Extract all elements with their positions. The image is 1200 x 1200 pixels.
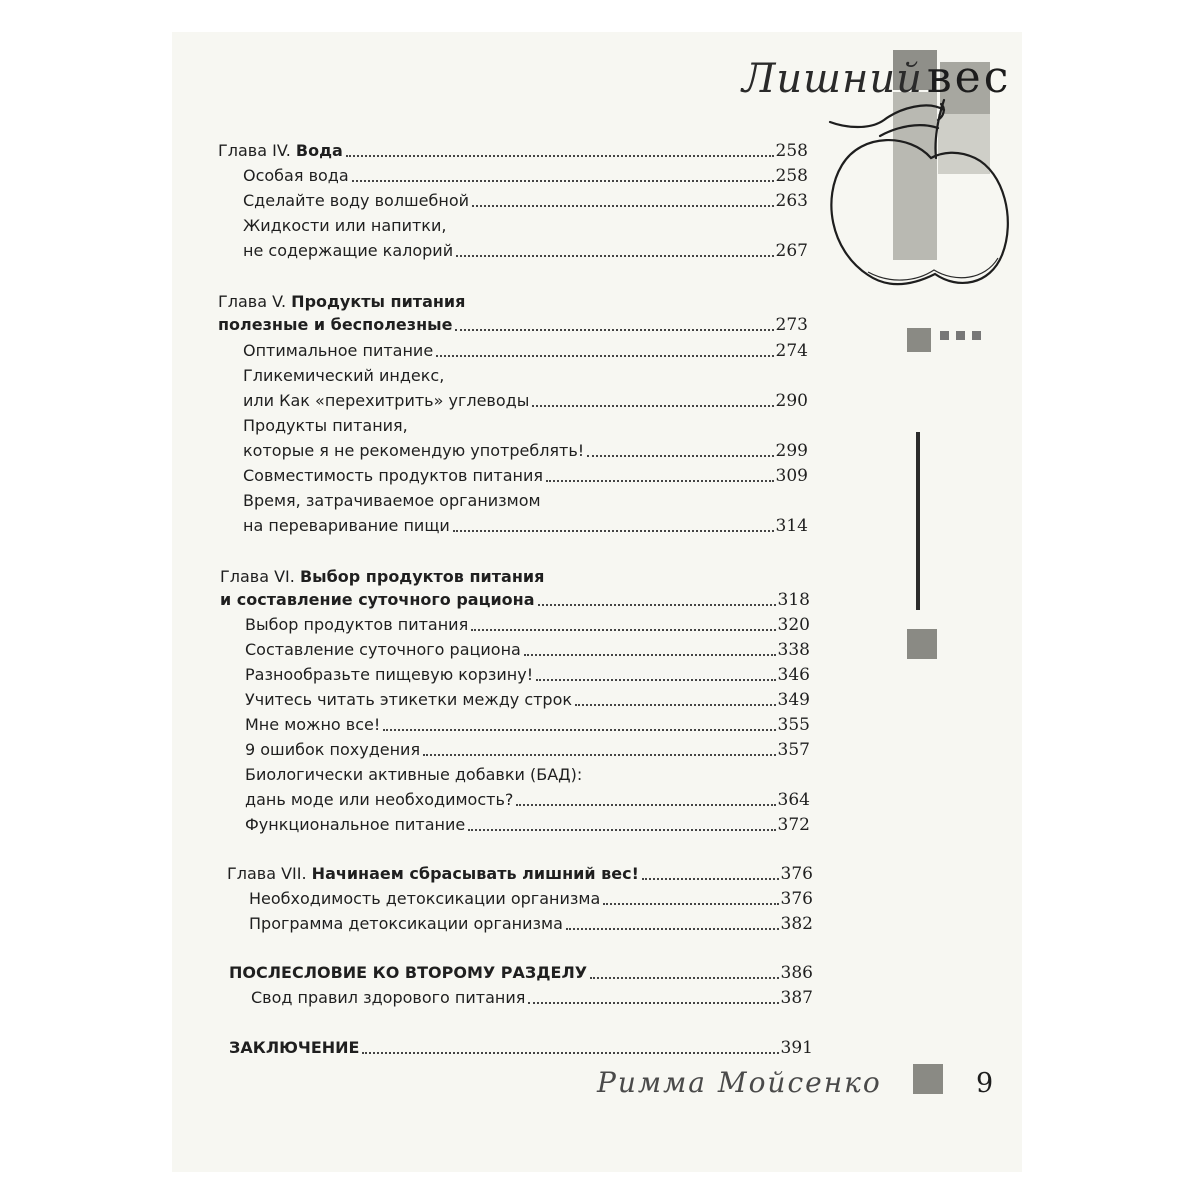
toc-leader-dots	[642, 878, 779, 880]
toc-leader-dots	[546, 480, 774, 482]
toc-chapter-prefix: Глава IV.	[218, 141, 296, 160]
toc-section-title: ПОСЛЕСЛОВИЕ КО ВТОРОМУ РАЗДЕЛУ	[229, 963, 588, 982]
author-name: Римма Мойсенко	[597, 1066, 882, 1099]
toc-leader-dots	[456, 255, 773, 257]
toc-entry	[243, 336, 808, 361]
toc-page-number: 376	[780, 864, 813, 884]
toc-chapter-title: Продукты питания	[291, 292, 466, 311]
toc-chapter-prefix: Глава VI.	[220, 567, 300, 586]
toc-chapter-prefix: Глава VII.	[227, 864, 312, 883]
toc-leader-dots	[423, 754, 775, 756]
toc-label: Свод правил здорового питания	[251, 988, 526, 1007]
toc-page-number: 273	[775, 315, 808, 335]
toc-label: Мне можно все!	[245, 715, 381, 734]
toc-label: Необходимость детоксикации организма	[249, 889, 601, 908]
toc-label: Особая вода	[243, 166, 349, 185]
toc-leader-dots	[472, 205, 774, 207]
toc-leader-dots	[575, 704, 776, 706]
toc-page-number: 290	[775, 391, 808, 411]
toc-leader-dots	[538, 604, 776, 606]
toc-page-number: 355	[777, 715, 810, 735]
toc-chapter-title: Начинаем сбрасывать лишний вес!	[311, 864, 639, 883]
page-number: 9	[976, 1068, 994, 1099]
toc-page-number: 318	[777, 590, 810, 610]
toc-label: 9 ошибок похудения	[245, 740, 421, 759]
toc-page-number: 274	[775, 341, 808, 361]
toc-page-number: 309	[775, 466, 808, 486]
toc-entry	[243, 411, 808, 436]
toc-page-number: 258	[775, 166, 808, 186]
toc-entry	[220, 562, 810, 587]
toc-leader-dots	[536, 679, 775, 681]
toc-chapter-title: полезные и бесполезные	[218, 315, 453, 334]
toc-entry	[245, 760, 810, 785]
toc-entry	[243, 161, 808, 186]
toc-entry	[243, 211, 808, 236]
toc-entry	[218, 310, 808, 335]
toc-page-number: 258	[775, 141, 808, 161]
toc-label: дань моде или необходимость?	[245, 790, 514, 809]
toc-chapter-prefix: Глава V.	[218, 292, 292, 311]
toc-page-number: 349	[777, 690, 810, 710]
toc-leader-dots	[468, 829, 775, 831]
toc-leader-dots	[346, 155, 774, 157]
toc-page-number: 263	[775, 191, 808, 211]
toc-entry	[249, 909, 813, 934]
toc-page-number: 346	[777, 665, 810, 685]
toc-entry	[243, 361, 808, 386]
toc-label: Биологически активные добавки (БАД):	[245, 765, 583, 784]
toc-page-number: 391	[780, 1038, 813, 1058]
toc-label: Гликемический индекс,	[243, 366, 445, 385]
toc-label: Продукты питания,	[243, 416, 408, 435]
toc-leader-dots	[362, 1052, 778, 1054]
toc-entry	[227, 859, 813, 884]
toc-leader-dots	[453, 530, 774, 532]
toc-leader-dots	[590, 977, 778, 979]
toc-label: Совместимость продуктов питания	[243, 466, 544, 485]
toc-entry	[243, 186, 808, 211]
toc-entry	[243, 461, 808, 486]
toc-entry	[243, 486, 808, 511]
toc-entry	[245, 710, 810, 735]
toc-chapter-title: и составление суточного рациона	[220, 590, 535, 609]
toc-entry	[251, 983, 813, 1008]
running-title-part-2: вес	[926, 52, 1012, 103]
toc-page-number: 299	[775, 441, 808, 461]
toc-leader-dots	[471, 629, 775, 631]
toc-leader-dots	[352, 180, 774, 182]
toc-label: Время, затрачиваемое организмом	[243, 491, 541, 510]
toc-label: на переваривание пищи	[243, 516, 450, 535]
toc-entry	[243, 386, 808, 411]
toc-entry	[218, 287, 808, 312]
toc-leader-dots	[455, 329, 773, 331]
toc-label: не содержащие калорий	[243, 241, 454, 260]
toc-label: Программа детоксикации организма	[249, 914, 563, 933]
toc-leader-dots	[566, 928, 779, 930]
toc-entry	[220, 585, 810, 610]
toc-page-number: 314	[775, 516, 808, 536]
toc-entry	[229, 1033, 813, 1058]
toc-label: Функциональное питание	[245, 815, 466, 834]
toc-entry	[243, 511, 808, 536]
toc-page-number: 357	[777, 740, 810, 760]
toc-leader-dots	[532, 405, 773, 407]
toc-label: Составление суточного рациона	[245, 640, 521, 659]
toc-page-number: 320	[777, 615, 810, 635]
toc-entry	[245, 660, 810, 685]
toc-page-number: 387	[780, 988, 813, 1008]
toc-entry	[245, 735, 810, 760]
toc-leader-dots	[383, 729, 775, 731]
toc-entry	[249, 884, 813, 909]
toc-section-title: ЗАКЛЮЧЕНИЕ	[229, 1038, 360, 1057]
toc-entry	[245, 685, 810, 710]
toc-label: или Как «перехитрить» углеводы	[243, 391, 530, 410]
toc-label: Жидкости или напитки,	[243, 216, 447, 235]
toc-entry	[218, 136, 808, 161]
toc-page-number: 386	[780, 963, 813, 983]
running-title-part-1: Лишний	[742, 56, 923, 102]
toc-leader-dots	[528, 1002, 778, 1004]
toc-leader-dots	[516, 804, 775, 806]
toc-chapter-title: Выбор продуктов питания	[299, 567, 545, 586]
toc-page-number: 364	[777, 790, 810, 810]
toc-page-number: 372	[777, 815, 810, 835]
toc-entry	[245, 610, 810, 635]
toc-entry	[243, 236, 808, 261]
toc-entry	[245, 810, 810, 835]
toc-entry	[245, 635, 810, 660]
toc-entry	[229, 958, 813, 983]
toc-label: Учитесь читать этикетки между строк	[245, 690, 573, 709]
toc-label: которые я не рекомендую употреблять!	[243, 441, 585, 460]
toc-leader-dots	[436, 355, 773, 357]
toc-entry	[243, 436, 808, 461]
toc-chapter-title: Вода	[295, 141, 343, 160]
toc-page-number: 382	[780, 914, 813, 934]
toc-leader-dots	[524, 654, 776, 656]
toc-page-number: 267	[775, 241, 808, 261]
toc-label: Разнообразьте пищевую корзину!	[245, 665, 534, 684]
toc-leader-dots	[587, 455, 773, 457]
toc-label: Сделайте воду волшебной	[243, 191, 470, 210]
toc-page-number: 376	[780, 889, 813, 909]
toc-leader-dots	[603, 903, 778, 905]
toc-entry	[245, 785, 810, 810]
toc-label: Оптимальное питание	[243, 341, 434, 360]
toc-page-number: 338	[777, 640, 810, 660]
toc-label: Выбор продуктов питания	[245, 615, 469, 634]
